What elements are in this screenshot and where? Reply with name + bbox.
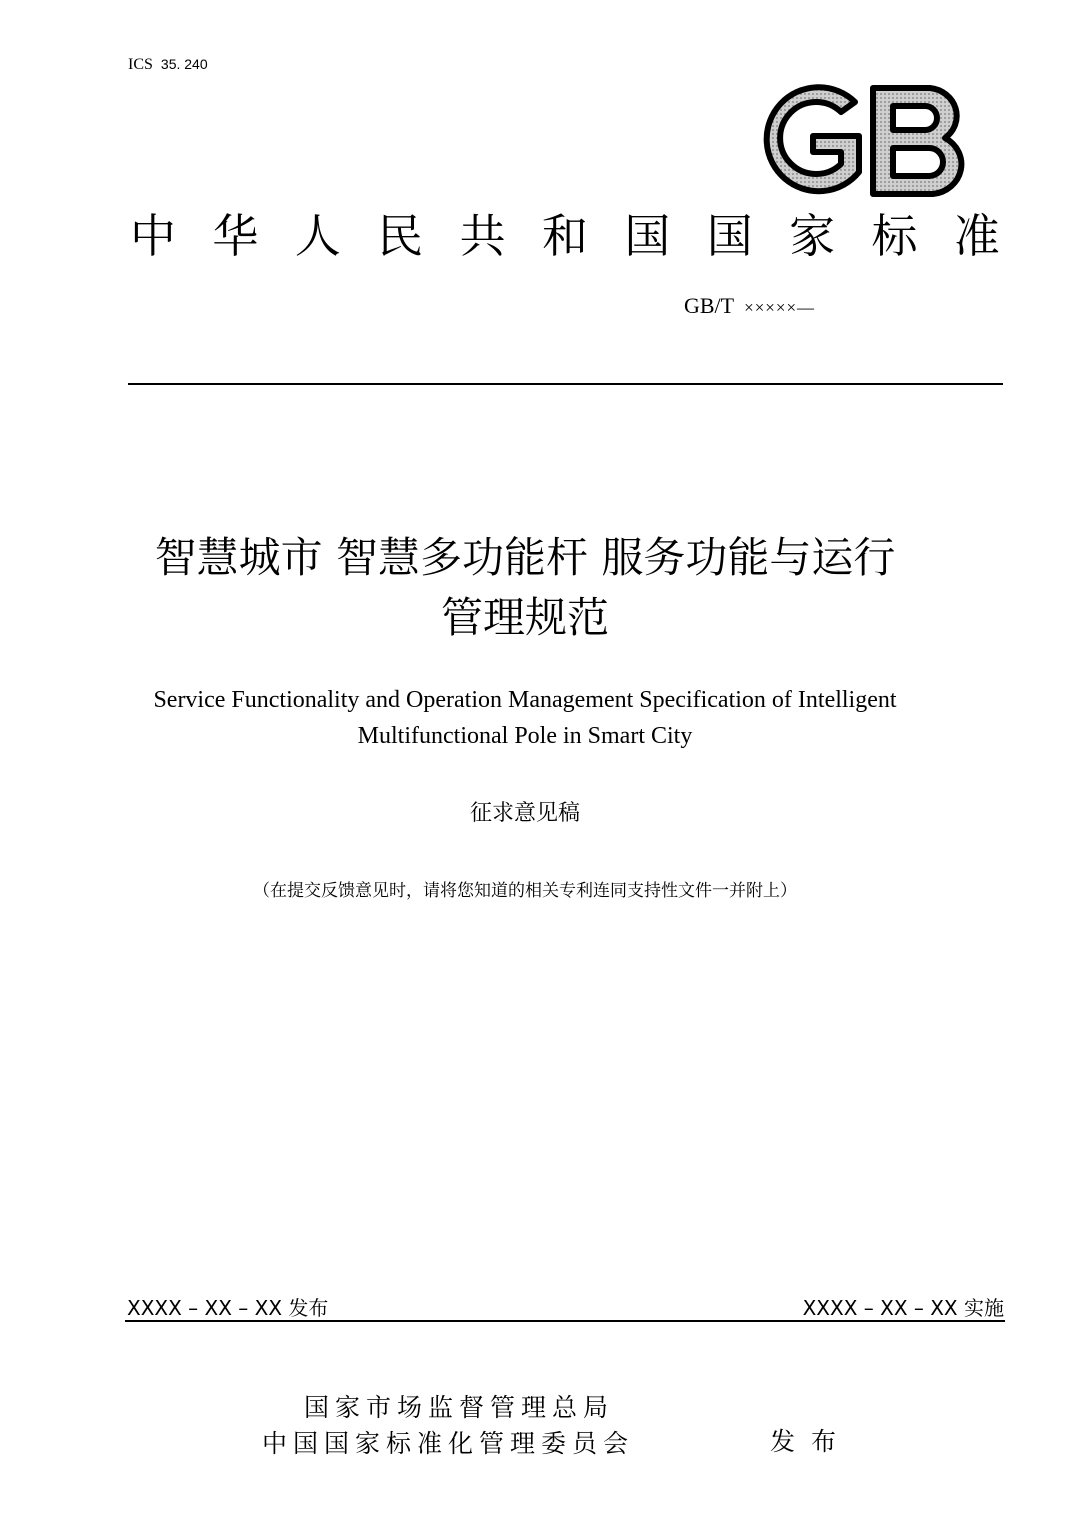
title-en-line2: Multifunctional Pole in Smart City	[357, 723, 693, 749]
standard-placeholder: ×××××—	[744, 298, 816, 317]
bottom-divider	[125, 1320, 1005, 1322]
ics-number: 35. 240	[160, 56, 208, 72]
national-standard-title	[130, 208, 1000, 264]
title-cn-line1: 智慧城市 智慧多功能杆 服务功能与运行	[154, 533, 896, 582]
ics-code	[128, 56, 208, 74]
standard-prefix: GB/T	[684, 293, 735, 318]
title-en-line1: Service Functionality and Operation Management Specification of Intelligent	[153, 687, 897, 713]
title-cn-line2: 管理规范	[440, 593, 609, 642]
effective-date: XXXX – XX – XX 实施	[802, 1296, 1004, 1320]
document-title-cn	[40, 528, 1010, 648]
title-char: 家	[789, 209, 836, 263]
document-title-en	[40, 682, 1010, 754]
draft-label: 征求意见稿	[469, 801, 580, 826]
title-char: 准	[953, 209, 1000, 263]
title-char: 共	[459, 209, 506, 263]
standard-number	[684, 293, 815, 319]
title-char: 标	[871, 209, 918, 263]
title-char: 人	[294, 209, 341, 263]
title-char: 和	[541, 209, 588, 263]
title-char: 中	[130, 209, 176, 263]
title-char: 国	[624, 209, 671, 263]
publish-label: 发布	[770, 1427, 853, 1456]
issue-date: XXXX – XX – XX 发布	[127, 1296, 329, 1320]
publisher-samr: 国家市场监督管理总局	[304, 1393, 615, 1422]
ics-label: ICS	[128, 56, 153, 73]
patent-note: （在提交反馈意见时，请将您知道的相关专利连同支持性文件一并附上）	[253, 881, 797, 901]
date-row	[127, 1292, 1004, 1321]
top-divider	[128, 383, 1003, 385]
title-char: 民	[377, 209, 424, 263]
gb-logo	[755, 80, 980, 200]
publisher-sac: 中国国家标准化管理委员会	[262, 1429, 635, 1458]
title-char: 国	[706, 209, 753, 263]
title-char: 华	[212, 209, 259, 263]
